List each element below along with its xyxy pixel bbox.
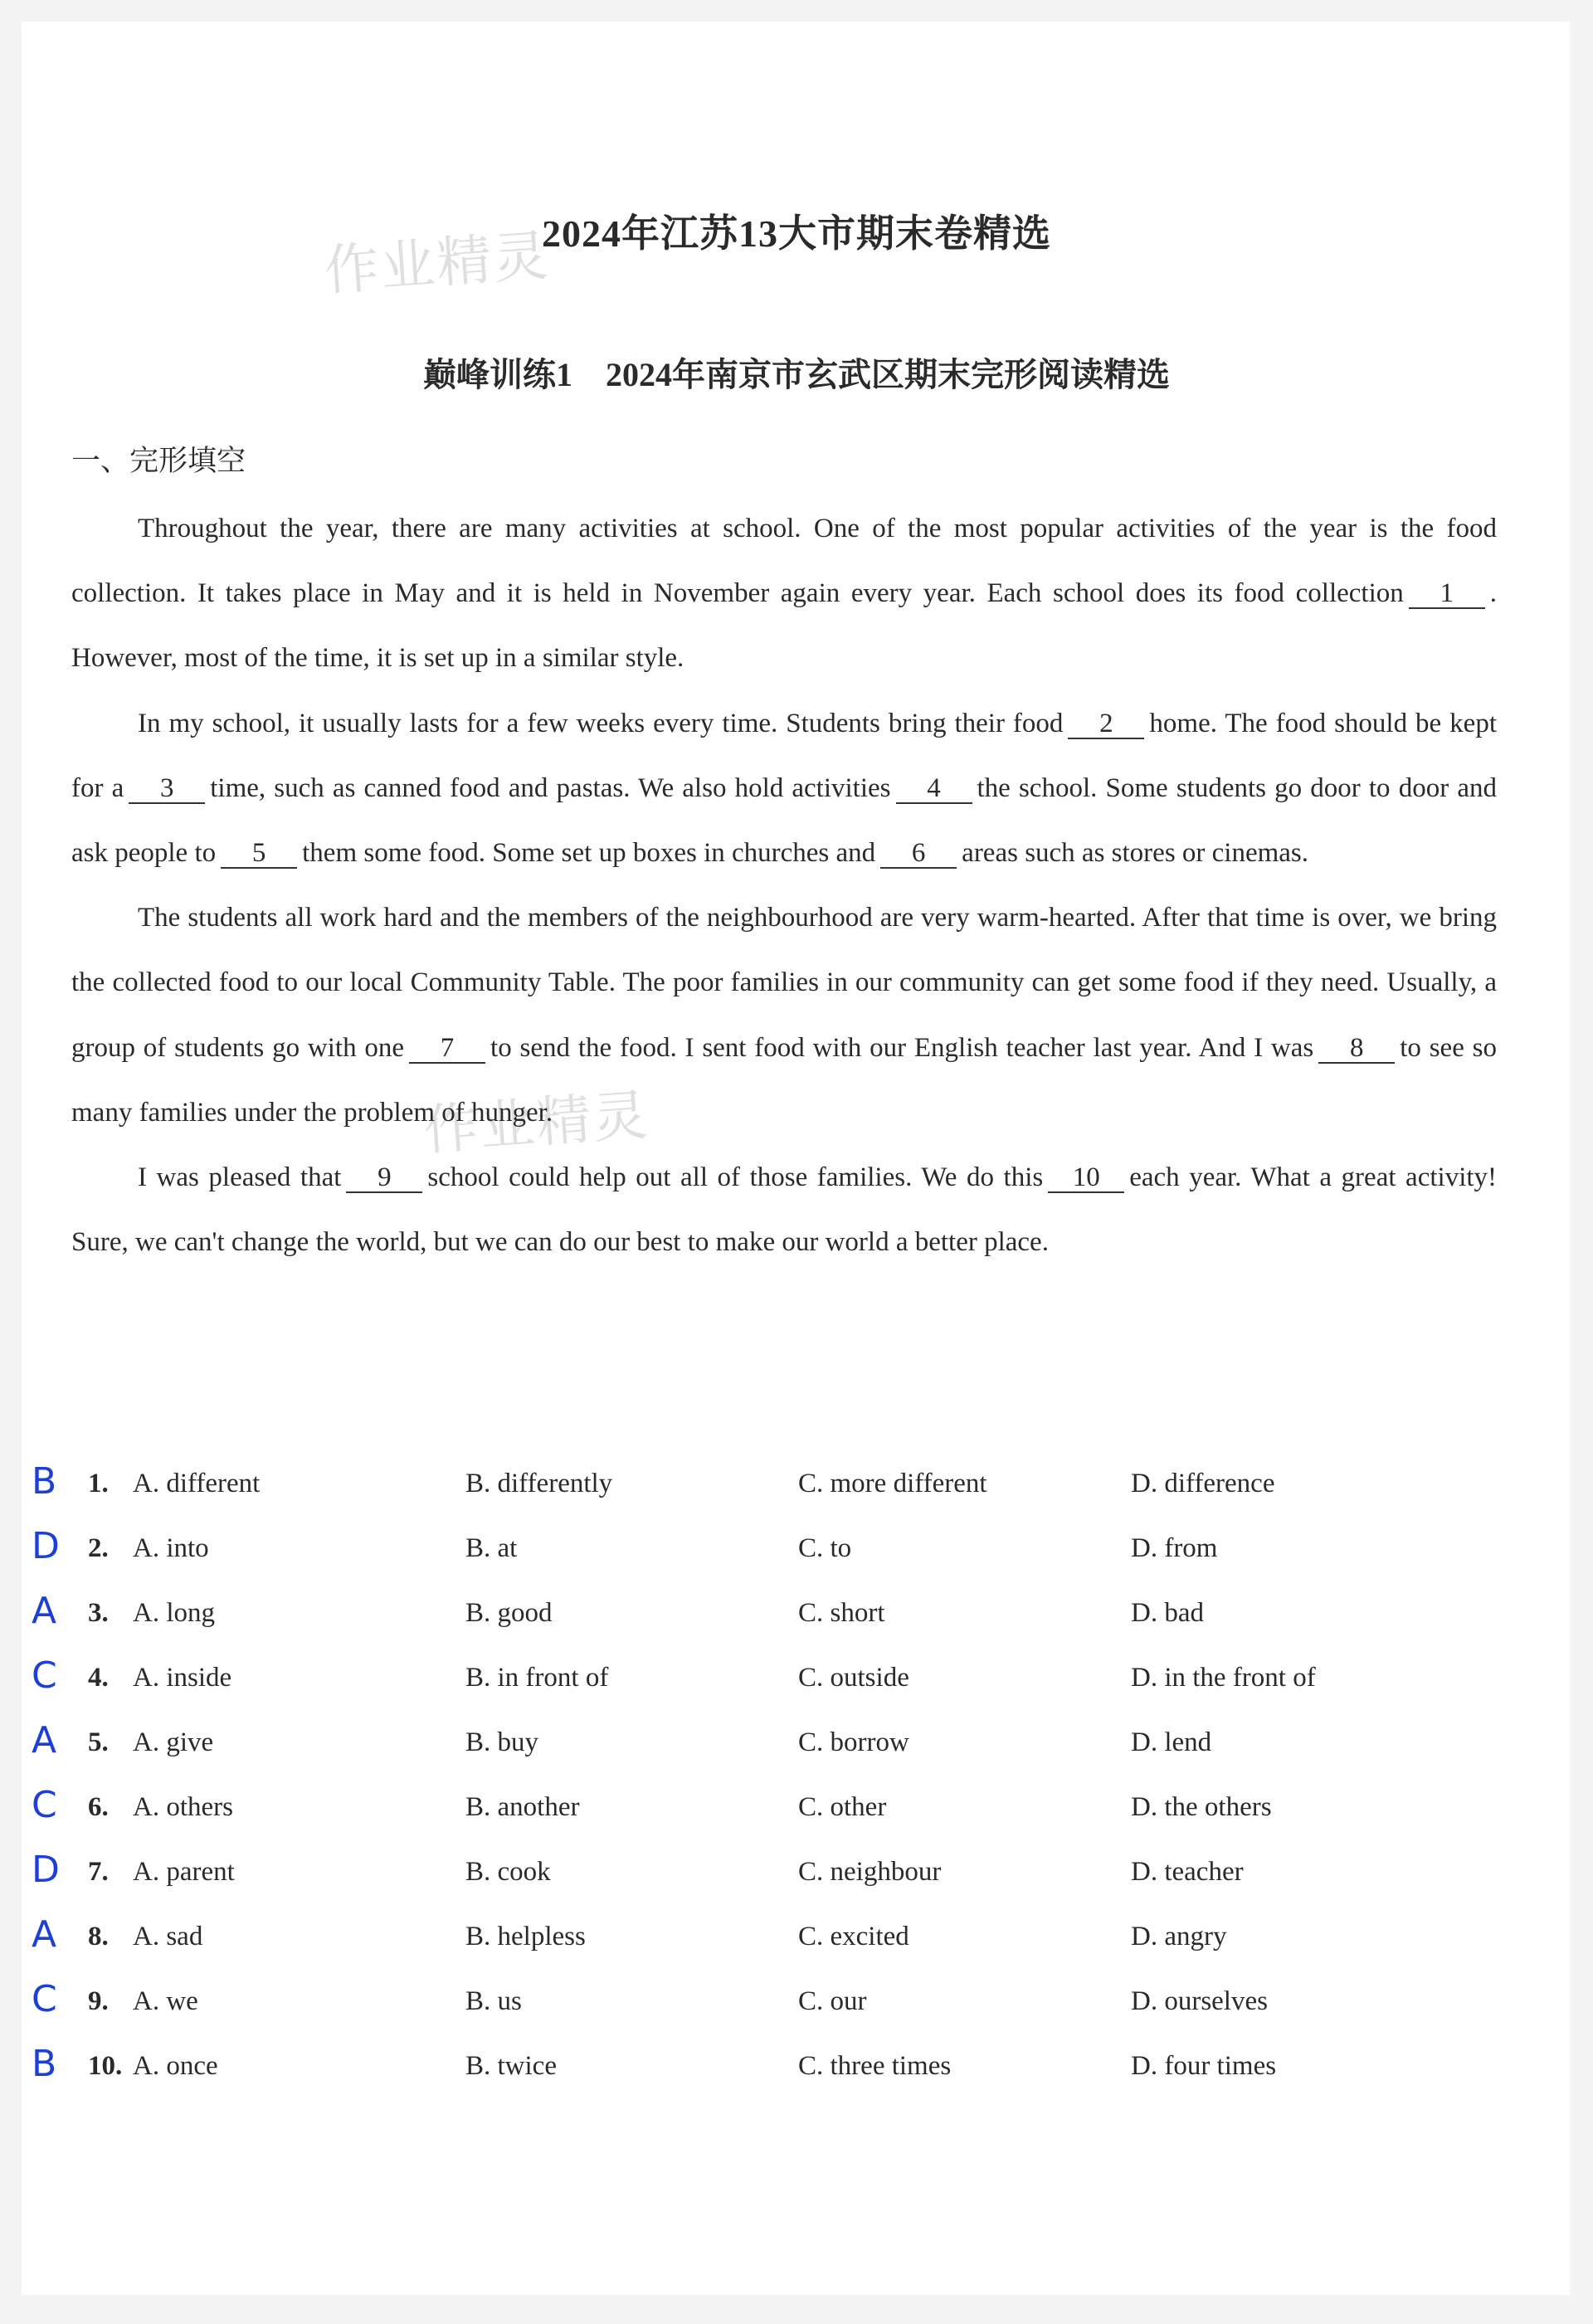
question-number: 2. (88, 1533, 109, 1563)
passage-text: areas such as stores or cinemas. (962, 838, 1309, 869)
handwritten-answer: C (32, 1978, 57, 2020)
blank-3: 3 (129, 774, 205, 804)
question-number: 8. (88, 1922, 109, 1951)
option-b: B. buy (465, 1727, 539, 1757)
watermark: 作业精灵 (322, 223, 552, 304)
handwritten-answer: A (32, 1590, 57, 1632)
passage-paragraph (71, 496, 1497, 691)
blank-8: 8 (1318, 1034, 1395, 1064)
passage-text: to send the food. I sent food with our English teacher last year. And I was (490, 1032, 1314, 1063)
option-b: B. differently (465, 1469, 613, 1498)
blank-10: 10 (1048, 1163, 1124, 1193)
section-heading: 一、完形填空 (71, 445, 246, 478)
passage-text: time, such as canned food and pastas. We also hold activities (210, 772, 891, 803)
handwritten-answer: B (32, 2043, 57, 2085)
option-a: A. inside (133, 1663, 232, 1693)
question-row (0, 2043, 1593, 2101)
passage-text: the school. Some students go door to door and ask people to (71, 772, 1497, 869)
question-number: 1. (88, 1469, 109, 1498)
option-d: D. from (1131, 1533, 1218, 1563)
option-a: A. others (133, 1792, 233, 1822)
question-row (0, 1849, 1593, 1907)
option-c: C. to (798, 1533, 852, 1563)
option-b: B. in front of (465, 1663, 609, 1693)
question-number: 4. (88, 1663, 109, 1693)
option-c: C. our (798, 1986, 867, 2016)
option-b: B. another (465, 1792, 580, 1822)
blank-6: 6 (880, 839, 957, 869)
option-a: A. into (133, 1533, 209, 1563)
passage-text: Throughout the year, there are many activities at school. One of the most popular activities of the year is the food collection. It takes place in May and it is held in November again every year. Each school does its food collection (71, 514, 1497, 609)
option-a: A. different (133, 1469, 261, 1498)
blank-1: 1 (1409, 579, 1485, 609)
handwritten-answer: C (32, 1784, 57, 1826)
blank-9: 9 (346, 1163, 422, 1193)
handwritten-answer: B (32, 1460, 57, 1503)
option-c: C. other (798, 1792, 887, 1822)
blank-7: 7 (409, 1034, 485, 1064)
question-number: 10. (88, 2051, 123, 2081)
passage-paragraph (71, 1145, 1497, 1274)
watermark: 作业精灵 (421, 1083, 651, 1163)
option-c: C. more different (798, 1469, 987, 1498)
option-c: C. borrow (798, 1727, 909, 1757)
option-a: A. once (133, 2051, 218, 2081)
question-row (0, 1460, 1593, 1518)
blank-2: 2 (1068, 709, 1144, 739)
cloze-passage (71, 496, 1497, 1274)
option-b: B. cook (465, 1857, 551, 1887)
passage-text: . However, most of the time, it is set up in a similar style. (71, 578, 1497, 674)
question-row (0, 1978, 1593, 2036)
option-b: B. good (465, 1598, 553, 1628)
question-number: 9. (88, 1986, 109, 2016)
handwritten-answer: A (32, 1719, 57, 1761)
passage-text: I was pleased that (138, 1162, 342, 1193)
option-d: D. lend (1131, 1727, 1212, 1757)
option-c: C. excited (798, 1922, 909, 1951)
blank-4: 4 (896, 774, 972, 804)
question-row (0, 1913, 1593, 1971)
option-d: D. angry (1131, 1922, 1227, 1951)
blank-5: 5 (221, 839, 297, 869)
option-c: C. neighbour (798, 1857, 942, 1887)
handwritten-answer: A (32, 1913, 57, 1956)
question-row (0, 1525, 1593, 1583)
passage-text: each year. What a great activity! Sure, we can't change the world, but we can do our best to make our world a better place. (71, 1162, 1498, 1258)
handwritten-answer: D (32, 1525, 60, 1567)
document-title: 2024年江苏13大市期末卷精选 (542, 212, 1051, 255)
option-d: D. four times (1131, 2051, 1277, 2081)
question-row (0, 1784, 1593, 1842)
passage-text: them some food. Some set up boxes in churches and (302, 838, 876, 869)
passage-text: In my school, it usually lasts for a few weeks every time. Students bring their food (138, 708, 1064, 738)
option-a: A. we (133, 1986, 198, 2016)
option-b: B. twice (465, 2051, 557, 2081)
option-d: D. ourselves (1131, 1986, 1268, 2016)
handwritten-answer: C (32, 1654, 57, 1697)
question-row (0, 1654, 1593, 1713)
option-a: A. sad (133, 1922, 203, 1951)
option-a: A. give (133, 1727, 214, 1757)
question-number: 7. (88, 1857, 109, 1887)
passage-text: school could help out all of those families. We do this (427, 1162, 1044, 1193)
option-b: B. helpless (465, 1922, 586, 1951)
option-c: C. three times (798, 2051, 952, 2081)
passage-text: The students all work hard and the members of the neighbourhood are very warm-hearted. After that time is over, we bring the collected food to our local Community Table. The poor families in our community can get some food if they need. Usually, a group of students go with one (71, 903, 1497, 1063)
option-c: C. short (798, 1598, 885, 1628)
passage-text: home. The food should be kept for a (71, 708, 1497, 803)
option-a: A. parent (133, 1857, 235, 1887)
option-b: B. at (465, 1533, 518, 1563)
handwritten-answer: D (32, 1849, 60, 1891)
option-d: D. bad (1131, 1598, 1204, 1628)
question-number: 3. (88, 1598, 109, 1628)
option-b: B. us (465, 1986, 522, 2016)
option-d: D. teacher (1131, 1857, 1244, 1887)
option-d: D. the others (1131, 1792, 1272, 1822)
question-row (0, 1590, 1593, 1648)
document-subtitle: 巅峰训练1 2024年南京市玄武区期末完形阅读精选 (423, 356, 1170, 393)
option-d: D. difference (1131, 1469, 1275, 1498)
option-a: A. long (133, 1598, 215, 1628)
passage-text: to see so many families under the problem of hunger. (71, 1032, 1497, 1128)
passage-paragraph (71, 885, 1497, 1145)
question-row (0, 1719, 1593, 1777)
question-number: 5. (88, 1727, 109, 1757)
passage-paragraph (71, 691, 1497, 886)
question-number: 6. (88, 1792, 109, 1822)
option-c: C. outside (798, 1663, 909, 1693)
option-d: D. in the front of (1131, 1663, 1316, 1693)
